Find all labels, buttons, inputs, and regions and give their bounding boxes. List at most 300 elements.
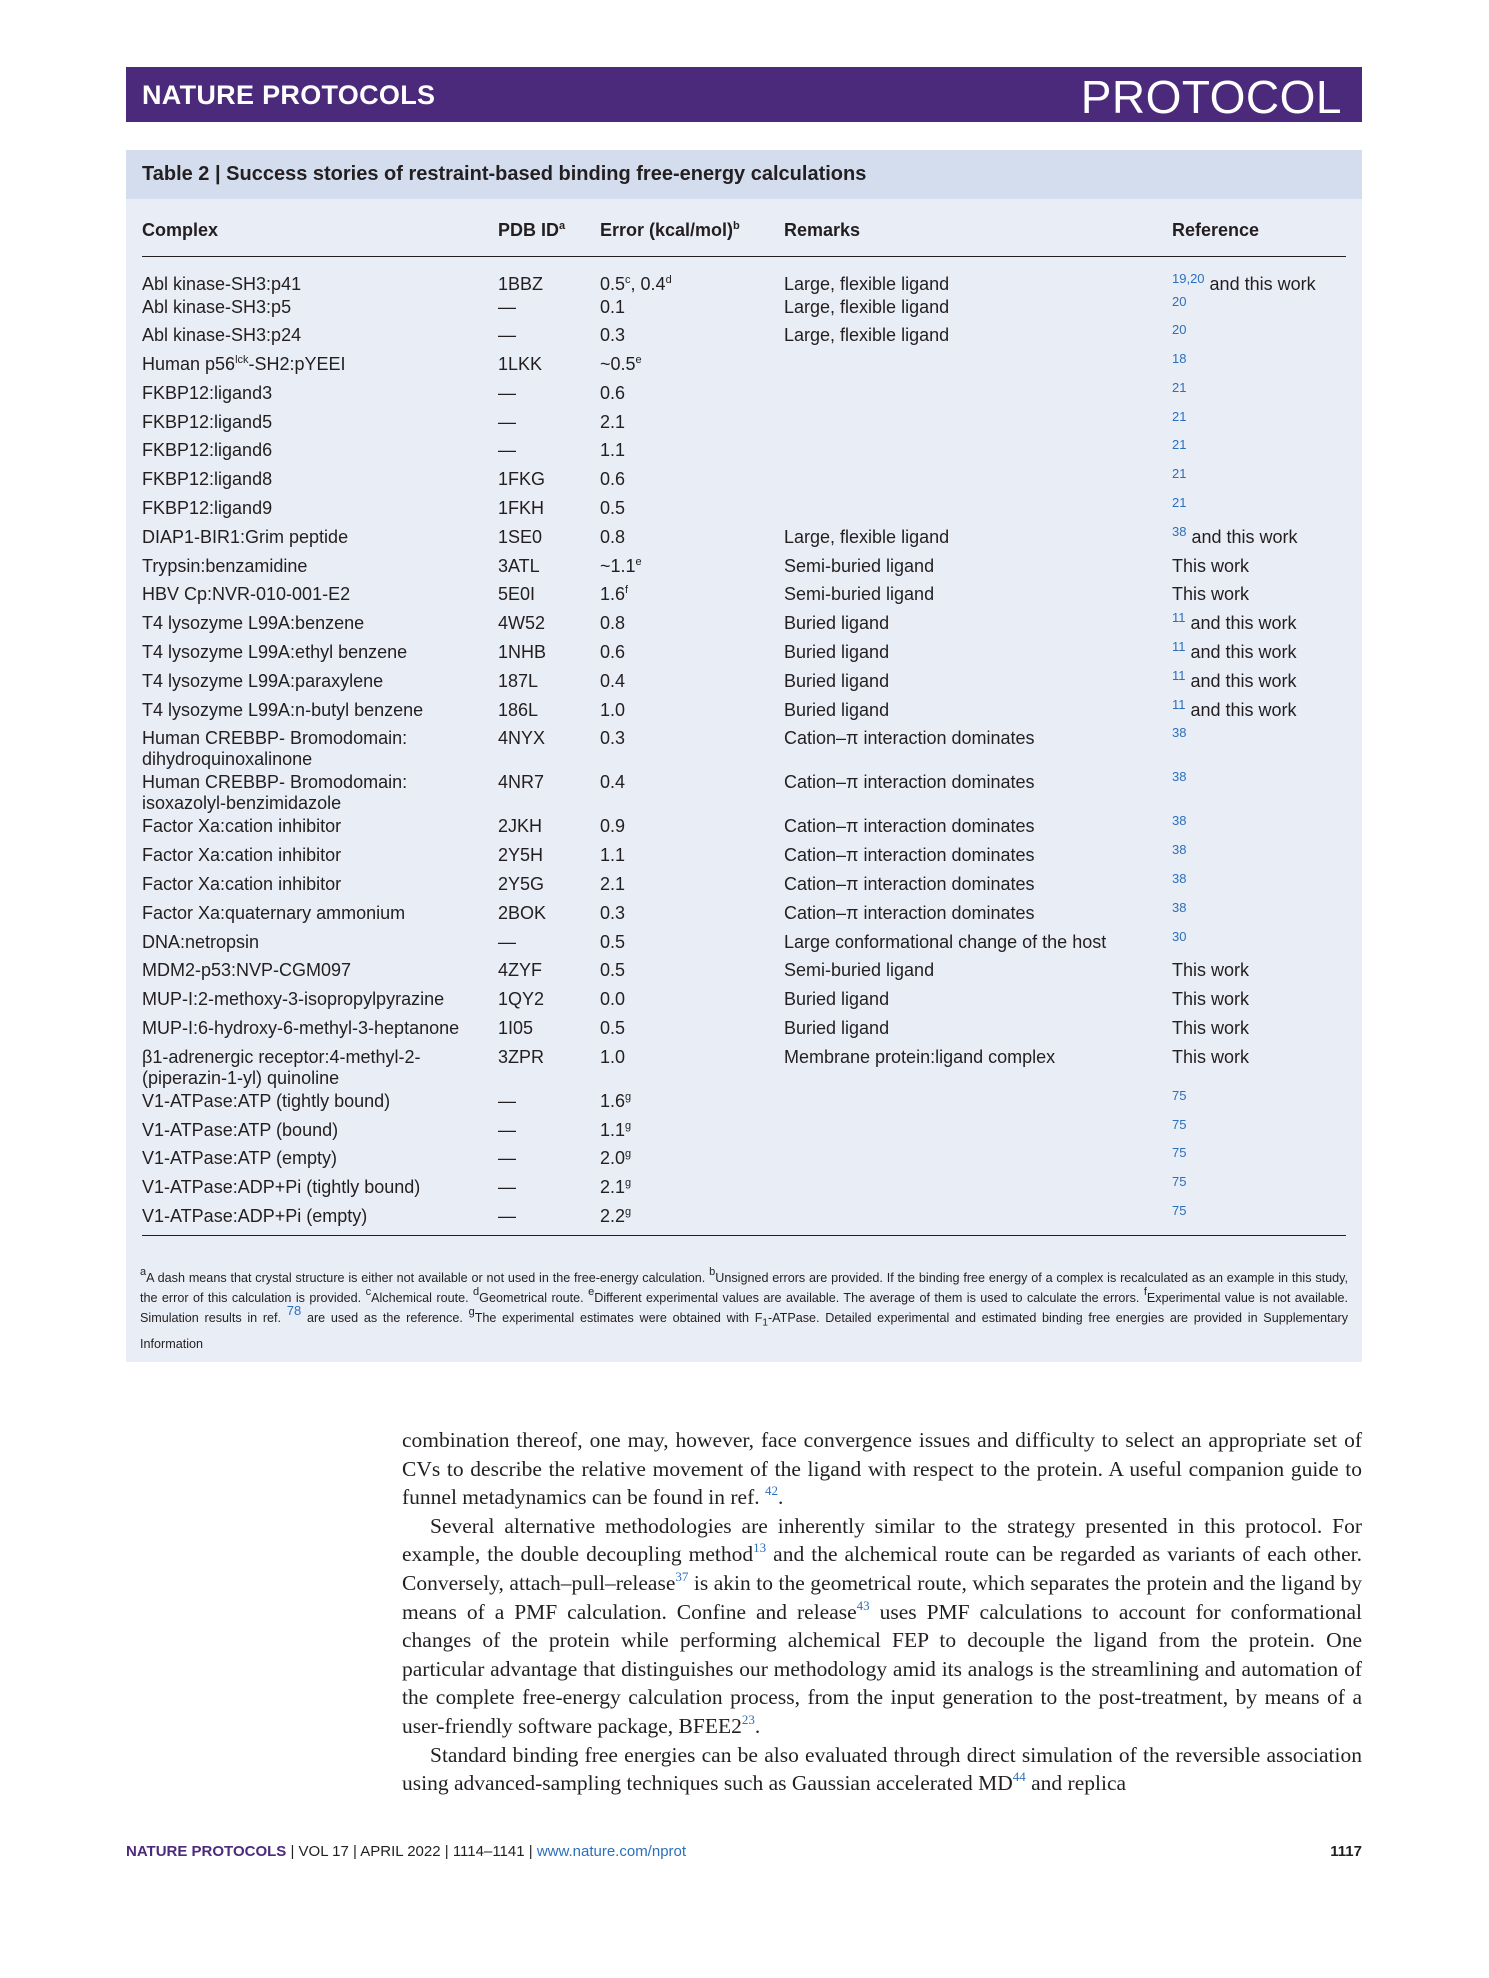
table-row bbox=[142, 770, 1346, 814]
cell-error bbox=[600, 1175, 784, 1204]
error-value: ~1.1 bbox=[600, 555, 636, 576]
cell-complex bbox=[142, 770, 498, 814]
remarks-text: Cation–π interaction dominates bbox=[784, 845, 1035, 866]
table-row bbox=[142, 410, 1346, 439]
table-header-row bbox=[142, 210, 1346, 256]
error-value: 2.0 bbox=[600, 1148, 626, 1169]
cell-error bbox=[600, 582, 784, 611]
cell-reference bbox=[1172, 872, 1346, 901]
cell-pdb bbox=[498, 698, 600, 727]
table-row bbox=[142, 611, 1346, 640]
pdb-id: — bbox=[498, 1090, 516, 1111]
cell-complex bbox=[142, 1016, 498, 1045]
reference-link[interactable]: 19,20 bbox=[1172, 270, 1205, 286]
complex-text: FKBP12:ligand9 bbox=[142, 498, 273, 519]
reference-link[interactable]: 21 bbox=[1172, 408, 1187, 424]
pdb-id: 1LKK bbox=[498, 354, 543, 375]
table-row bbox=[142, 814, 1346, 843]
cell-error bbox=[600, 726, 784, 770]
reference-link[interactable]: 38 bbox=[1172, 813, 1187, 829]
cell-remarks bbox=[784, 1146, 1172, 1175]
col-header-error: Error (kcal/mol)$^b$ bbox=[600, 210, 784, 256]
cell-error bbox=[600, 381, 784, 410]
complex-text: Human CREBBP- Bromodomain: bbox=[142, 772, 408, 793]
pdb-id: 1FKG bbox=[498, 469, 546, 490]
cell-complex bbox=[142, 698, 498, 727]
cell-remarks bbox=[784, 640, 1172, 669]
reference-link[interactable]: 30 bbox=[1172, 928, 1187, 944]
cell-complex bbox=[142, 843, 498, 872]
pdb-id: 3ATL bbox=[498, 555, 540, 576]
cell-error bbox=[600, 987, 784, 1016]
pdb-id: — bbox=[498, 931, 516, 952]
error-value: 2.2 bbox=[600, 1206, 626, 1227]
cell-error bbox=[600, 1045, 784, 1089]
table-footnote: $^a$A dash means that crystal structure is either not available or not used in the free-energy calculation. $^b$Unsigned errors are provided. If the binding free energy of a complex is recalculated as an example in this study, the error of this calculation is provided. $^c$Alchemical route. $^d$Geometrical route. $^e$Different experimental values are available. The average of them is used to calculate the errors. $^f$Experimental value is not available. Simulation results in ref. 78 are used as the reference. $^g$The experimental estimates were obtained with $F_1$-ATPase. Detailed experimental and estimated binding free energies are provided in Supplementary Information bbox=[140, 1266, 1349, 1351]
reference-link[interactable]: 38 bbox=[1172, 523, 1187, 539]
pdb-id: 2Y5G bbox=[498, 874, 545, 895]
cell-remarks bbox=[784, 987, 1172, 1016]
citation-link[interactable]: 43 bbox=[856, 1597, 870, 1613]
remarks-text: Buried ligand bbox=[784, 1018, 890, 1039]
cell-reference bbox=[1172, 698, 1346, 727]
cell-complex bbox=[142, 814, 498, 843]
pdb-id: 2JKH bbox=[498, 816, 543, 837]
cell-error bbox=[600, 669, 784, 698]
error-footnote-mark: f bbox=[625, 584, 629, 597]
cell-pdb bbox=[498, 256, 600, 295]
remarks-text: Large, flexible ligand bbox=[784, 526, 950, 547]
complex-text: HBV Cp:NVR-010-001-E2 bbox=[142, 584, 351, 605]
cell-complex bbox=[142, 525, 498, 554]
cell-remarks bbox=[784, 256, 1172, 295]
cell-remarks bbox=[784, 554, 1172, 583]
cell-remarks bbox=[784, 698, 1172, 727]
cell-complex bbox=[142, 872, 498, 901]
complex-text-line2: isoxazolyl-benzimidazole bbox=[142, 793, 342, 814]
error-value: 0.3 bbox=[600, 902, 626, 923]
table-row bbox=[142, 1175, 1346, 1204]
cell-pdb bbox=[498, 352, 600, 381]
table-row bbox=[142, 987, 1346, 1016]
cell-reference bbox=[1172, 640, 1346, 669]
reference-link[interactable]: 75 bbox=[1172, 1203, 1187, 1219]
complex-text: V1-ATPase:ADP+Pi (tightly bound) bbox=[142, 1177, 421, 1198]
reference-link[interactable]: 38 bbox=[1172, 871, 1187, 887]
remarks-text: Cation–π interaction dominates bbox=[784, 816, 1035, 837]
reference-link[interactable]: 21 bbox=[1172, 437, 1187, 453]
cell-pdb bbox=[498, 640, 600, 669]
complex-text: Factor Xa:cation inhibitor bbox=[142, 874, 342, 895]
pdb-id: 4W52 bbox=[498, 613, 546, 634]
complex-text: MUP-I:2-methoxy-3-isopropylpyrazine bbox=[142, 989, 445, 1010]
cell-reference bbox=[1172, 554, 1346, 583]
complex-text: Abl kinase-SH3:p24 bbox=[142, 325, 302, 346]
cell-remarks bbox=[784, 770, 1172, 814]
reference-link[interactable]: 38 bbox=[1172, 769, 1187, 785]
cell-complex bbox=[142, 901, 498, 930]
cell-remarks bbox=[784, 611, 1172, 640]
table-row bbox=[142, 256, 1346, 295]
cell-pdb bbox=[498, 1089, 600, 1118]
table-row bbox=[142, 554, 1346, 583]
cell-error bbox=[600, 901, 784, 930]
cell-complex bbox=[142, 295, 498, 324]
remarks-text: Semi-buried ligand bbox=[784, 960, 935, 981]
complex-text: FKBP12:ligand8 bbox=[142, 469, 273, 490]
reference-link[interactable]: 11 bbox=[1172, 639, 1186, 655]
error-value: 2.1 bbox=[600, 874, 626, 895]
cell-remarks bbox=[784, 726, 1172, 770]
error-value: 0.5 bbox=[600, 931, 626, 952]
remarks-text: Membrane protein:ligand complex bbox=[784, 1046, 1056, 1067]
remarks-text: Cation–π interaction dominates bbox=[784, 874, 1035, 895]
remarks-text: Buried ligand bbox=[784, 989, 890, 1010]
table-row bbox=[142, 525, 1346, 554]
cell-pdb bbox=[498, 843, 600, 872]
cell-remarks bbox=[784, 381, 1172, 410]
pdb-id: — bbox=[498, 1119, 516, 1140]
error-value: 0.8 bbox=[600, 526, 626, 547]
error-footnote-mark: g bbox=[625, 1177, 632, 1190]
error-footnote-mark: d bbox=[665, 273, 672, 286]
cell-error bbox=[600, 496, 784, 525]
citation-link[interactable]: 44 bbox=[1012, 1769, 1026, 1785]
complex-text: Abl kinase-SH3:p41 bbox=[142, 273, 302, 294]
cell-reference bbox=[1172, 669, 1346, 698]
cell-reference bbox=[1172, 1204, 1346, 1236]
cell-error bbox=[600, 1118, 784, 1147]
reference-link[interactable]: 11 bbox=[1172, 667, 1186, 683]
reference-text: This work bbox=[1172, 1018, 1250, 1039]
table-row bbox=[142, 930, 1346, 959]
pdb-id: 4NYX bbox=[498, 728, 546, 749]
reference-link[interactable]: 75 bbox=[1172, 1145, 1187, 1161]
complex-text: Factor Xa:cation inhibitor bbox=[142, 816, 342, 837]
error-footnote-mark: g bbox=[625, 1090, 632, 1103]
error-value: 0.6 bbox=[600, 469, 626, 490]
cell-complex bbox=[142, 381, 498, 410]
cell-reference bbox=[1172, 930, 1346, 959]
error-value: 0.3 bbox=[600, 728, 626, 749]
cell-reference bbox=[1172, 1118, 1346, 1147]
reference-text: This work bbox=[1172, 1046, 1250, 1067]
cell-error bbox=[600, 467, 784, 496]
pdb-id: — bbox=[498, 411, 516, 432]
reference-link[interactable]: 20 bbox=[1172, 322, 1187, 338]
pdb-id: — bbox=[498, 296, 516, 317]
table-row bbox=[142, 582, 1346, 611]
cell-complex bbox=[142, 582, 498, 611]
reference-link[interactable]: 38 bbox=[1172, 725, 1187, 741]
cell-error bbox=[600, 698, 784, 727]
cell-pdb bbox=[498, 1175, 600, 1204]
cell-reference bbox=[1172, 256, 1346, 295]
reference-link[interactable]: 21 bbox=[1172, 379, 1187, 395]
cell-pdb bbox=[498, 611, 600, 640]
table-row bbox=[142, 1045, 1346, 1089]
table-body bbox=[142, 256, 1346, 1236]
cell-pdb bbox=[498, 323, 600, 352]
complex-text: FKBP12:ligand6 bbox=[142, 440, 273, 461]
citation-link[interactable]: 37 bbox=[675, 1568, 689, 1584]
col-header-pdb: PDB $ID^a$ bbox=[498, 210, 600, 256]
error-value: 1.6 bbox=[600, 584, 626, 605]
error-footnote-mark: e bbox=[635, 555, 642, 568]
cell-complex bbox=[142, 438, 498, 467]
cell-reference bbox=[1172, 1146, 1346, 1175]
cell-error bbox=[600, 611, 784, 640]
pdb-id: 1BBZ bbox=[498, 273, 544, 294]
error-value: 1.1 bbox=[600, 845, 626, 866]
complex-text: MDM2-p53:NVP-CGM097 bbox=[142, 960, 352, 981]
cell-pdb bbox=[498, 381, 600, 410]
error-value-2: , 0.4 bbox=[630, 273, 666, 294]
error-value: 0.4 bbox=[600, 670, 626, 691]
cell-pdb bbox=[498, 930, 600, 959]
complex-text: β1-adrenergic receptor:4-methyl-2- bbox=[142, 1046, 421, 1067]
complex-text: T4 lysozyme L99A:n-butyl benzene bbox=[142, 699, 424, 720]
complex-text: DNA:netropsin bbox=[142, 931, 260, 952]
remarks-text: Semi-buried ligand bbox=[784, 584, 935, 605]
cell-pdb bbox=[498, 669, 600, 698]
reference-text: and this work bbox=[1185, 670, 1297, 691]
cell-reference bbox=[1172, 467, 1346, 496]
error-value: 0.5 bbox=[600, 273, 626, 294]
remarks-text: Buried ligand bbox=[784, 613, 890, 634]
pdb-id: 1FKH bbox=[498, 498, 545, 519]
cell-remarks bbox=[784, 901, 1172, 930]
cell-pdb bbox=[498, 496, 600, 525]
cell-remarks bbox=[784, 958, 1172, 987]
cell-reference bbox=[1172, 1175, 1346, 1204]
error-value: 0.6 bbox=[600, 642, 626, 663]
complex-text: T4 lysozyme L99A:benzene bbox=[142, 613, 365, 634]
pdb-id: 2BOK bbox=[498, 902, 547, 923]
body-text bbox=[402, 1426, 1362, 1798]
complex-text: V1-ATPase:ATP (bound) bbox=[142, 1119, 339, 1140]
cell-remarks bbox=[784, 352, 1172, 381]
cell-reference bbox=[1172, 987, 1346, 1016]
success-stories-table bbox=[142, 210, 1346, 1236]
pdb-id: 3ZPR bbox=[498, 1046, 545, 1067]
cell-remarks bbox=[784, 496, 1172, 525]
error-value: 0.3 bbox=[600, 325, 626, 346]
complex-text: T4 lysozyme L99A:ethyl benzene bbox=[142, 642, 408, 663]
citation-link[interactable]: 13 bbox=[753, 1540, 767, 1556]
pdb-id: 5E0I bbox=[498, 584, 536, 605]
cell-pdb bbox=[498, 987, 600, 1016]
cell-remarks bbox=[784, 1175, 1172, 1204]
reference-link[interactable]: 21 bbox=[1172, 466, 1187, 482]
reference-text: and this work bbox=[1185, 613, 1297, 634]
footer-url-link[interactable]: www.nature.com/nprot bbox=[536, 1843, 687, 1860]
cell-reference bbox=[1172, 611, 1346, 640]
complex-superscript: lck bbox=[235, 354, 249, 367]
reference-link[interactable]: 11 bbox=[1172, 610, 1186, 626]
table-row bbox=[142, 467, 1346, 496]
table-row bbox=[142, 698, 1346, 727]
cell-complex bbox=[142, 611, 498, 640]
cell-reference bbox=[1172, 525, 1346, 554]
error-value: 1.0 bbox=[600, 1046, 626, 1067]
page-number: 1117 bbox=[1330, 1843, 1362, 1860]
reference-link[interactable]: 38 bbox=[1172, 899, 1187, 915]
table-row bbox=[142, 295, 1346, 324]
cell-reference bbox=[1172, 770, 1346, 814]
table-row bbox=[142, 958, 1346, 987]
cell-reference bbox=[1172, 958, 1346, 987]
pdb-id: — bbox=[498, 382, 516, 403]
cell-pdb bbox=[498, 525, 600, 554]
cell-complex bbox=[142, 256, 498, 295]
reference-link[interactable]: 11 bbox=[1172, 696, 1186, 712]
cell-complex bbox=[142, 958, 498, 987]
footer-pages: 1114–1141 bbox=[452, 1843, 525, 1860]
complex-text: Trypsin:benzamidine bbox=[142, 555, 308, 576]
pdb-id: — bbox=[498, 1177, 516, 1198]
complex-text: Abl kinase-SH3:p5 bbox=[142, 296, 292, 317]
cell-pdb bbox=[498, 958, 600, 987]
cell-complex bbox=[142, 1175, 498, 1204]
pdb-id: — bbox=[498, 1148, 516, 1169]
cell-pdb bbox=[498, 1045, 600, 1089]
cell-reference bbox=[1172, 726, 1346, 770]
footer-date: APRIL 2022 bbox=[360, 1843, 441, 1860]
cell-reference bbox=[1172, 295, 1346, 324]
cell-error bbox=[600, 1089, 784, 1118]
cell-complex bbox=[142, 640, 498, 669]
cell-complex bbox=[142, 1146, 498, 1175]
complex-text-tail: -SH2:pYEEI bbox=[248, 354, 346, 375]
cell-error bbox=[600, 352, 784, 381]
remarks-text: Buried ligand bbox=[784, 670, 890, 691]
footnote-ref-link[interactable]: 78 bbox=[286, 1303, 302, 1318]
reference-text: This work bbox=[1172, 555, 1250, 576]
error-value: 0.0 bbox=[600, 989, 626, 1010]
pdb-id: 4ZYF bbox=[498, 960, 543, 981]
paragraph-2: Several alternative methodologies are inherently similar to the strategy presented in this protocol. For example, the double decoupling method$^{13}$ and the alchemical route can be regarded as variants of each other. Conversely, attach–pull–release$^{37}$ is akin to the geometrical route, which separates the protein and the ligand by means of a PMF calculation. Confine and release$^{43}$ uses PMF calculations to account for conformational changes of the protein while performing alchemical FEP to decouple the ligand from the protein. One particular advantage that distinguishes our methodology amid its analogs is the streamlining and automation of the complete free-energy calculation process, from the input generation to the post-treatment, by means of a user-friendly software package, BFEE2$^{23}$. bbox=[402, 1513, 1362, 1738]
journal-name: NATURE PROTOCOLS bbox=[142, 80, 436, 110]
complex-text: FKBP12:ligand5 bbox=[142, 411, 273, 432]
cell-remarks bbox=[784, 1118, 1172, 1147]
cell-reference bbox=[1172, 1016, 1346, 1045]
cell-complex bbox=[142, 496, 498, 525]
pdb-id: 187L bbox=[498, 670, 539, 691]
remarks-text: Buried ligand bbox=[784, 699, 890, 720]
cell-error bbox=[600, 770, 784, 814]
cell-pdb bbox=[498, 554, 600, 583]
pdb-id: — bbox=[498, 325, 516, 346]
reference-link[interactable]: 75 bbox=[1172, 1087, 1187, 1103]
cell-pdb bbox=[498, 295, 600, 324]
cell-remarks bbox=[784, 1089, 1172, 1118]
cell-error bbox=[600, 438, 784, 467]
reference-link[interactable]: 18 bbox=[1172, 351, 1187, 367]
cell-complex bbox=[142, 1118, 498, 1147]
cell-reference bbox=[1172, 901, 1346, 930]
cell-reference bbox=[1172, 381, 1346, 410]
cell-reference bbox=[1172, 438, 1346, 467]
cell-error bbox=[600, 1204, 784, 1236]
remarks-text: Large, flexible ligand bbox=[784, 296, 950, 317]
error-footnote-mark: g bbox=[625, 1206, 632, 1219]
cell-pdb bbox=[498, 1016, 600, 1045]
cell-error bbox=[600, 1146, 784, 1175]
table-row bbox=[142, 1204, 1346, 1236]
cell-complex bbox=[142, 352, 498, 381]
article-type: PROTOCOL bbox=[1080, 71, 1342, 123]
cell-error bbox=[600, 843, 784, 872]
cell-error bbox=[600, 872, 784, 901]
cell-error bbox=[600, 930, 784, 959]
cell-pdb bbox=[498, 1204, 600, 1236]
pdb-id: 1QY2 bbox=[498, 989, 545, 1010]
complex-text-line2: dihydroquinoxalinone bbox=[142, 749, 313, 770]
citation-link[interactable]: 42 bbox=[764, 1483, 778, 1499]
table-row bbox=[142, 1016, 1346, 1045]
reference-link[interactable]: 38 bbox=[1172, 842, 1187, 858]
table-row bbox=[142, 381, 1346, 410]
cell-remarks bbox=[784, 295, 1172, 324]
pdb-id: 2Y5H bbox=[498, 845, 544, 866]
reference-text: and this work bbox=[1185, 699, 1297, 720]
citation-link[interactable]: 23 bbox=[741, 1711, 755, 1727]
cell-pdb bbox=[498, 410, 600, 439]
error-value: 0.1 bbox=[600, 296, 626, 317]
error-value: 1.6 bbox=[600, 1090, 626, 1111]
error-value: 1.1 bbox=[600, 440, 626, 461]
page-footer: NATURE PROTOCOLS | VOL 17 | APRIL 2022 | 1114–1141 | www.nature.com/nprot 1117 bbox=[126, 1843, 1362, 1860]
cell-pdb bbox=[498, 467, 600, 496]
error-value: 1.1 bbox=[600, 1119, 626, 1140]
cell-pdb bbox=[498, 726, 600, 770]
table-row bbox=[142, 1118, 1346, 1147]
cell-pdb bbox=[498, 901, 600, 930]
reference-link[interactable]: 75 bbox=[1172, 1116, 1187, 1132]
cell-pdb bbox=[498, 582, 600, 611]
table-row bbox=[142, 352, 1346, 381]
reference-link[interactable]: 20 bbox=[1172, 293, 1187, 309]
cell-error bbox=[600, 256, 784, 295]
pdb-id: 186L bbox=[498, 699, 539, 720]
remarks-text: Cation–π interaction dominates bbox=[784, 728, 1035, 749]
reference-link[interactable]: 75 bbox=[1172, 1174, 1187, 1190]
cell-reference bbox=[1172, 1045, 1346, 1089]
cell-pdb bbox=[498, 438, 600, 467]
complex-text: V1-ATPase:ATP (tightly bound) bbox=[142, 1090, 391, 1111]
cell-pdb bbox=[498, 814, 600, 843]
reference-link[interactable]: 21 bbox=[1172, 495, 1187, 511]
complex-text-line2: (piperazin-1-yl) quinoline bbox=[142, 1067, 340, 1088]
table-row bbox=[142, 1146, 1346, 1175]
table-row bbox=[142, 669, 1346, 698]
error-value: 2.1 bbox=[600, 411, 626, 432]
error-footnote-mark: g bbox=[625, 1119, 632, 1132]
complex-text: Human p56 bbox=[142, 354, 236, 375]
error-footnote-mark: g bbox=[625, 1148, 632, 1161]
reference-text: and this work bbox=[1186, 526, 1298, 547]
cell-reference bbox=[1172, 843, 1346, 872]
cell-remarks bbox=[784, 323, 1172, 352]
col-header-remarks: Remarks bbox=[784, 210, 1172, 256]
cell-remarks bbox=[784, 843, 1172, 872]
cell-error bbox=[600, 323, 784, 352]
footer-journal: NATURE PROTOCOLS bbox=[126, 1843, 287, 1860]
table-2 bbox=[126, 150, 1362, 1362]
table-row bbox=[142, 726, 1346, 770]
complex-text: Factor Xa:quaternary ammonium bbox=[142, 902, 406, 923]
